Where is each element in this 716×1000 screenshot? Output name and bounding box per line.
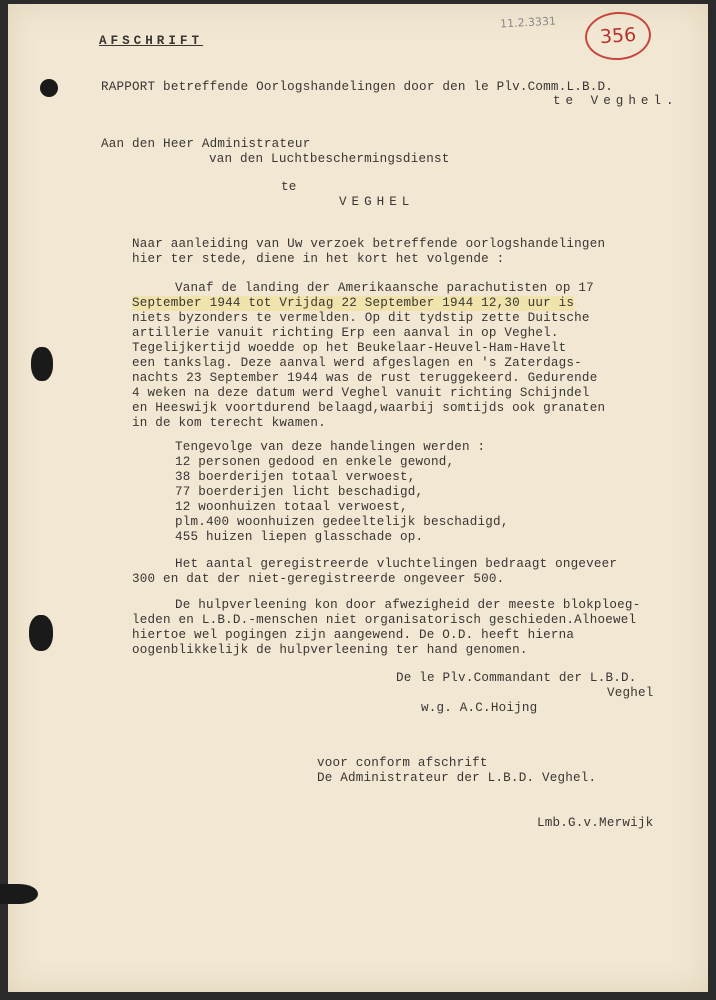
report-heading-line-2: te Veghel. [553, 94, 679, 108]
addressee-place: VEGHEL [339, 195, 415, 209]
addressee-line-1: Aan den Heer Administrateur [101, 137, 311, 151]
consequence-item-1: 12 personen gedood en enkele gewond, [175, 455, 455, 469]
intro-line-2: hier ter stede, diene in het kort het volgende : [132, 252, 505, 266]
para1-line-2: September 1944 tot Vrijdag 22 September 1944 12,30 uur is [132, 296, 575, 310]
punch-hole-top [40, 79, 58, 97]
document-title: AFSCHRIFT [99, 34, 204, 48]
para1-line-10: in de kom terecht kwamen. [132, 416, 326, 430]
signature-name: w.g. A.C.Hoijng [421, 701, 538, 715]
punch-hole-bottom [0, 884, 38, 904]
para1-line-7: nachts 23 September 1944 was de rust teruggekeerd. Gedurende [132, 371, 598, 385]
para1-line-4: artillerie vanuit richting Erp een aanval in op Veghel. [132, 326, 559, 340]
assistance-line-2: leden en L.B.D.-menschen niet organisatorisch geschieden.Alhoewel [132, 613, 637, 627]
consequences-intro: Tengevolge van deze handelingen werden : [175, 440, 486, 454]
signature-title: De le Plv.Commandant der L.B.D. [396, 671, 637, 685]
assistance-line-3: hiertoe wel pogingen zijn aangewend. De O.D. heeft hierna [132, 628, 575, 642]
certification-signer: Lmb.G.v.Merwijk [537, 816, 654, 830]
para1-line-9: en Heeswijk voortdurend belaagd,waarbij somtijds ook granaten [132, 401, 606, 415]
consequence-item-2: 38 boerderijen totaal verwoest, [175, 470, 416, 484]
signature-place: Veghel [607, 686, 654, 700]
consequence-item-3: 77 boerderijen licht beschadigd, [175, 485, 424, 499]
addressee-line-2: van den Luchtbeschermingsdienst [209, 152, 450, 166]
archive-number: 11.2.3331 [499, 14, 557, 31]
assistance-line-1: De hulpverleening kon door afwezigheid der meeste blokploeg- [175, 598, 641, 612]
refugees-line-1: Het aantal geregistreerde vluchtelingen bedraagt ongeveer [175, 557, 618, 571]
para1-line-6: een tankslag. Deze aanval werd afgeslagen en 's Zaterdags- [132, 356, 582, 370]
addressee-line-3: te [281, 180, 297, 194]
intro-line-1: Naar aanleiding van Uw verzoek betreffende oorlogshandelingen [132, 237, 606, 251]
para1-line-1: Vanaf de landing der Amerikaansche parachutisten op 17 [175, 281, 594, 295]
refugees-line-2: 300 en dat der niet-geregistreerde ongeveer 500. [132, 572, 505, 586]
certification-line-2: De Administrateur der L.B.D. Veghel. [317, 771, 597, 785]
report-heading-line-1: RAPPORT betreffende Oorlogshandelingen door den le Plv.Comm.L.B.D. [101, 80, 613, 94]
punch-hole-middle [31, 347, 53, 381]
certification-line-1: voor conform afschrift [317, 756, 488, 770]
punch-hole-lower [29, 615, 53, 651]
consequence-item-6: 455 huizen liepen glasschade op. [175, 530, 424, 544]
assistance-line-4: oogenblikkelijk de hulpverleening ter hand genomen. [132, 643, 528, 657]
para1-line-8: 4 weken na deze datum werd Veghel vanuit richting Schijndel [132, 386, 590, 400]
para1-line-5: Tegelijkertijd woedde op het Beukelaar-Heuvel-Ham-Havelt [132, 341, 567, 355]
para1-line-3: niets byzonders te vermelden. Op dit tydstip zette Duitsche [132, 311, 590, 325]
consequence-item-5: plm.400 woonhuizen gedeeltelijk beschadigd, [175, 515, 509, 529]
consequence-item-4: 12 woonhuizen totaal verwoest, [175, 500, 408, 514]
archive-stamp: 356 [583, 10, 652, 62]
